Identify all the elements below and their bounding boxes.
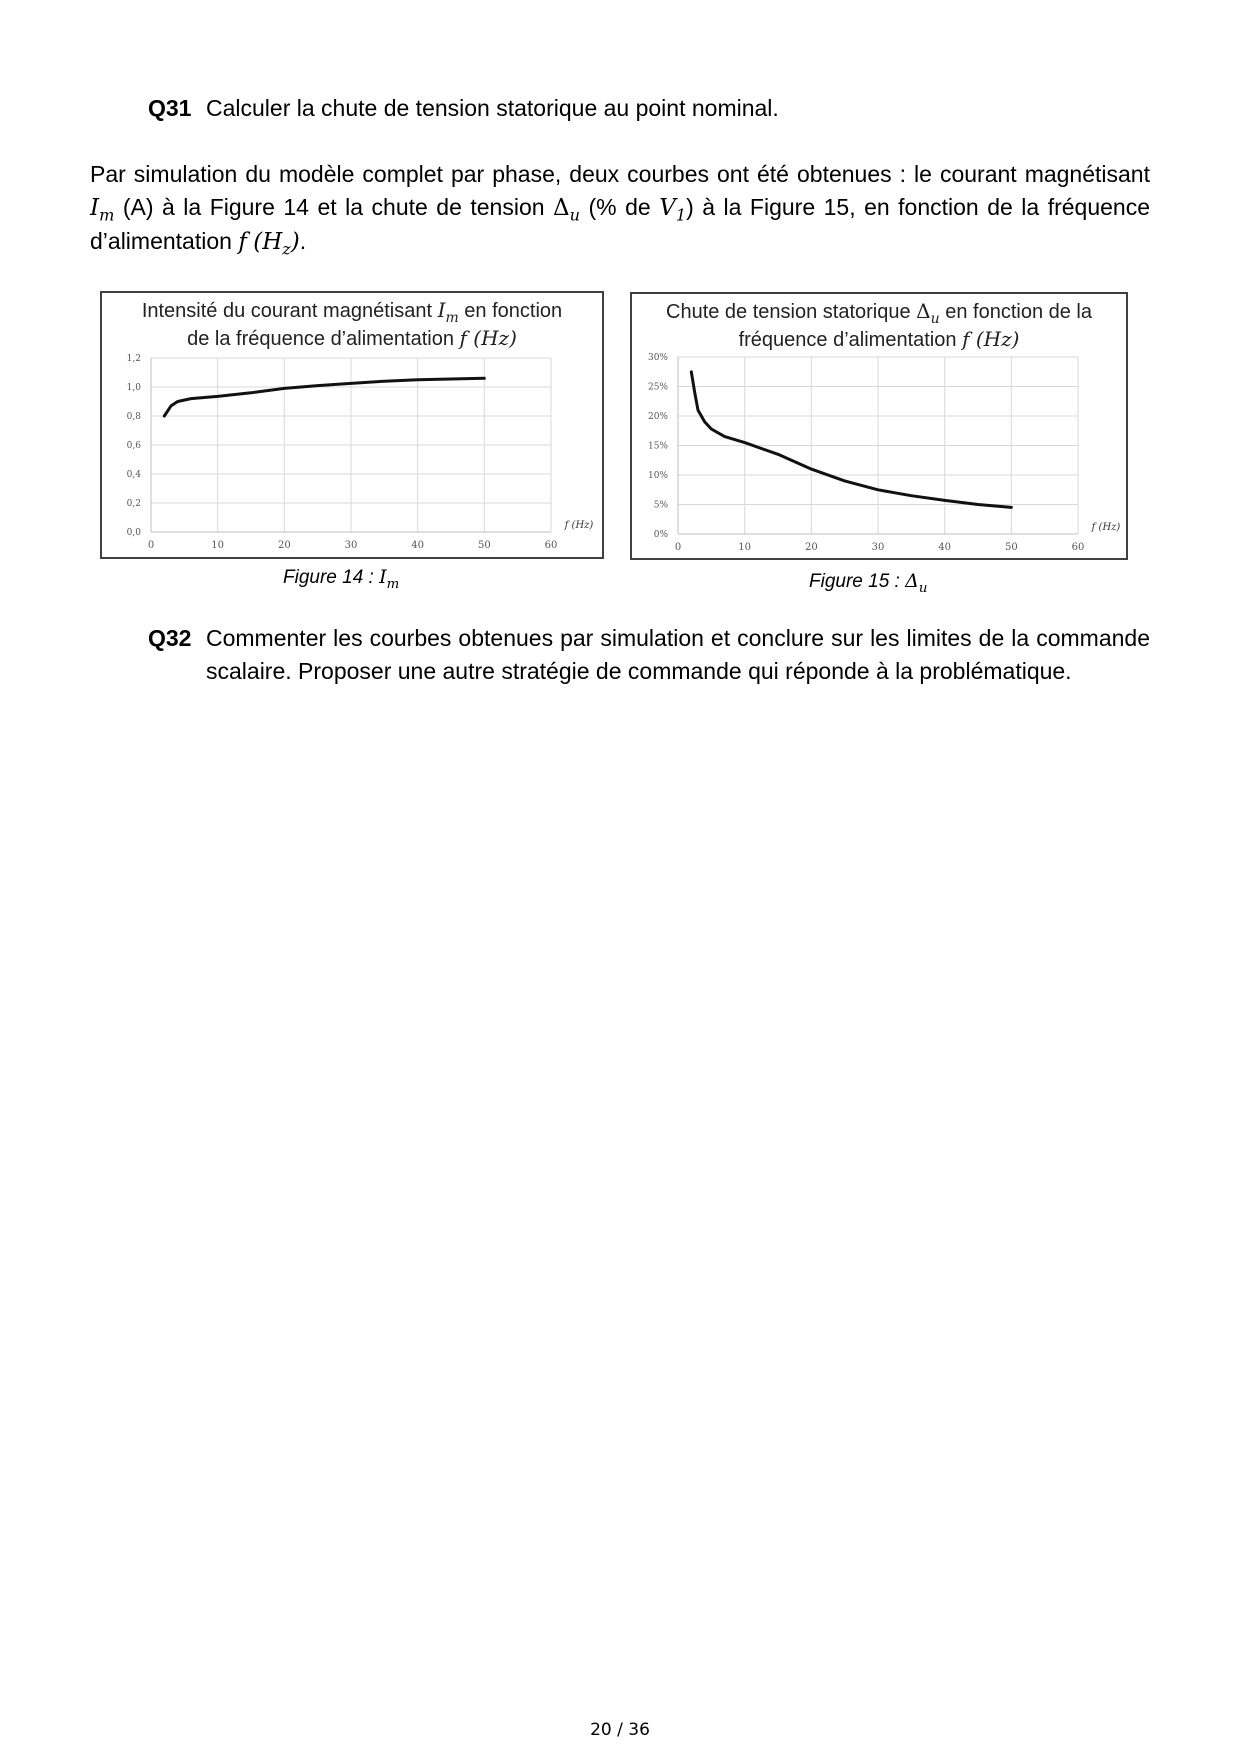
x-tick-label: 0: [147, 540, 155, 551]
chart-plot-area: [632, 294, 1126, 558]
y-tick-label: 20%: [647, 412, 668, 422]
chart-title: Chute de tension statorique $\Delta_u$ en fonction de la fréquence d’alimentation f (Hz): [666, 299, 1092, 351]
y-tick-label: 1,0: [126, 383, 141, 393]
y-tick-label: 0,0: [126, 528, 141, 538]
intro-paragraph: [90, 158, 1150, 259]
y-tick-label: 1,2: [126, 354, 141, 364]
x-tick-label: 0: [674, 542, 682, 553]
x-tick-label: 60: [544, 540, 558, 551]
intro-text: ) à la Figure 15, en fonction de la fréquence d’alimentation: [90, 194, 1150, 254]
symbol-hz: $(H_z)$: [253, 229, 300, 259]
symbol-v1: $V_1$: [659, 195, 687, 225]
page-number: 20 / 36: [590, 1720, 650, 1740]
y-tick-label: 0%: [653, 530, 668, 540]
x-tick-label: 10: [738, 542, 752, 553]
chart-plot-area: [102, 293, 602, 557]
question-31: [148, 92, 779, 125]
chart-title: Intensité du courant magnétisant $I_m$ en fonction de la fréquence d’alimentation f (Hz): [141, 298, 563, 350]
series-line: [691, 372, 1011, 508]
y-tick-label: 0,4: [126, 470, 141, 480]
x-axis-label: f (Hz): [564, 520, 594, 531]
figure-15-caption: Figure 15 : $\Delta_u$: [809, 570, 928, 596]
y-tick-label: 0,2: [126, 499, 141, 509]
x-tick-label: 40: [938, 542, 952, 553]
y-tick-label: 5%: [653, 500, 668, 511]
intro-text: .: [299, 228, 307, 254]
x-tick-label: 50: [1004, 542, 1018, 553]
series-line: [164, 378, 484, 416]
intro-text: (% de: [580, 194, 660, 220]
question-text: Commenter les courbes obtenues par simulation et conclure sur les limites de la commande scalaire. Proposer une autre stratégie de commande qui réponde à la problématique.: [206, 625, 1150, 684]
figure-14-caption: Figure 14 : $I_m$: [283, 566, 400, 592]
x-tick-label: 20: [804, 542, 818, 553]
y-tick-label: 0,8: [126, 412, 141, 422]
question-number: Q31: [148, 95, 192, 121]
x-tick-label: 30: [344, 540, 358, 551]
x-tick-label: 10: [211, 540, 225, 551]
question-number: Q32: [148, 625, 192, 651]
intro-text: Par simulation du modèle complet par phase, deux courbes ont été obtenues : le courant magnétisant: [90, 161, 1150, 187]
x-tick-label: 20: [277, 540, 291, 551]
question-text: Calculer la chute de tension statorique au point nominal.: [206, 95, 779, 121]
y-tick-label: 25%: [647, 382, 668, 393]
y-tick-label: 15%: [647, 441, 668, 452]
symbol-delta-u: $\Delta_u$: [553, 195, 581, 225]
x-tick-label: 40: [411, 540, 425, 551]
figure-15-chart: [630, 292, 1128, 560]
x-tick-label: 60: [1071, 542, 1085, 553]
y-tick-label: 30%: [647, 353, 668, 363]
symbol-f: f: [238, 229, 247, 255]
intro-text: (A) à la Figure 14 et la chute de tension: [114, 194, 554, 220]
symbol-im: $I_m$: [90, 195, 115, 225]
figure-14-chart: [100, 291, 604, 559]
y-tick-label: 10%: [647, 471, 668, 481]
x-tick-label: 30: [871, 542, 885, 553]
y-tick-label: 0,6: [126, 441, 141, 451]
x-tick-label: 50: [477, 540, 491, 551]
x-axis-label: f (Hz): [1091, 522, 1121, 533]
